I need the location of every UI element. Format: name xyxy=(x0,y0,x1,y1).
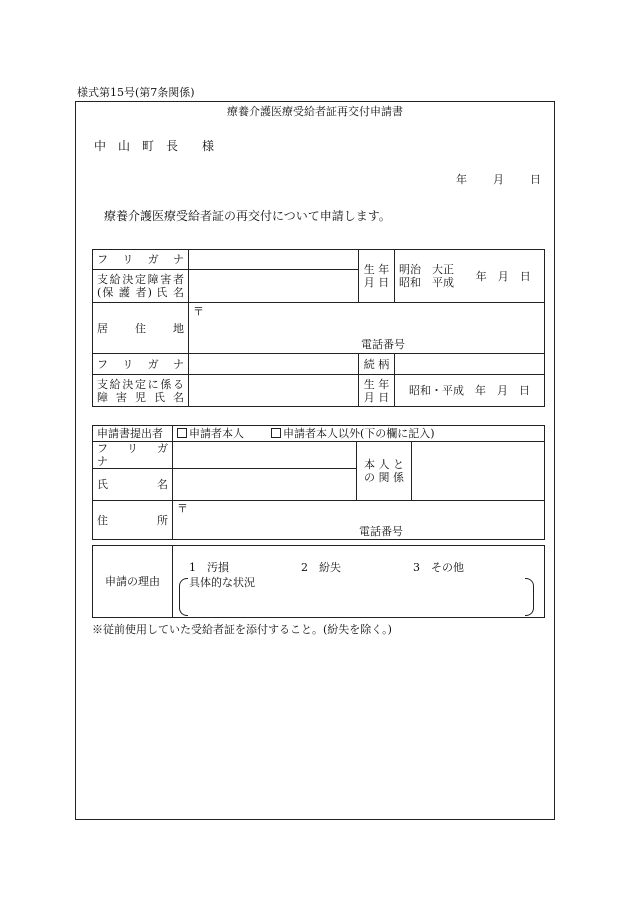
relation-to-self-field[interactable] xyxy=(412,442,545,501)
checkbox-other[interactable] xyxy=(271,428,281,438)
submitter-name-field[interactable] xyxy=(173,469,357,501)
reason-option-1[interactable]: 1 汚損 xyxy=(189,561,229,574)
submitter-postal-mark: 〒 xyxy=(177,502,188,515)
birth-label: 生 年 月 日 xyxy=(359,250,395,303)
child-name-field[interactable] xyxy=(189,375,359,407)
child-name-label: 支給決定に係る 障 害 児 氏 名 xyxy=(93,375,189,407)
birth-era[interactable]: 明治 大正 昭和 平成 xyxy=(395,250,463,303)
reason-option-3[interactable]: 3 その他 xyxy=(413,561,464,574)
child-furigana-field[interactable] xyxy=(189,354,359,375)
relation-to-self-label: 本 人 と の 関 係 xyxy=(357,442,412,501)
child-furigana-label: フ リ ガ ナ xyxy=(93,354,189,375)
date-month: 月 xyxy=(493,173,504,186)
submitter-furigana-field[interactable] xyxy=(173,442,357,469)
applicant-table xyxy=(92,249,545,407)
birth-ymd[interactable]: 年 月 日 xyxy=(463,250,545,303)
reason-table xyxy=(92,545,545,618)
detail-label: 具体的な状況 xyxy=(189,576,255,589)
option-other[interactable]: 申請者本人以外(下の欄に記入) xyxy=(271,427,435,440)
intro-text: 療養介護医療受給者証の再交付について申請します。 xyxy=(104,209,391,223)
checkbox-self[interactable] xyxy=(177,428,187,438)
submitter-address-label: 住 所 xyxy=(93,501,173,540)
guardian-name-field[interactable] xyxy=(189,270,359,303)
submitter-furigana-label: フ リ ガ ナ xyxy=(93,442,173,469)
relation-field[interactable] xyxy=(395,354,545,375)
addressee: 中 山 町 長 様 xyxy=(94,139,215,153)
relation-label: 続 柄 xyxy=(359,354,395,375)
reason-label: 申請の理由 xyxy=(93,546,173,618)
submitter-address-field[interactable] xyxy=(173,501,545,540)
detail-bracket-left xyxy=(179,578,188,616)
attachment-note: ※従前使用していた受給者証を添付すること。(紛失を除く。) xyxy=(92,623,392,636)
address-label: 居 住 地 xyxy=(93,303,189,354)
address-field[interactable] xyxy=(189,303,545,354)
detail-bracket-right xyxy=(525,578,534,616)
form-number: 様式第15号(第7条関係) xyxy=(77,86,195,99)
form-title: 療養介護医療受給者証再交付申請書 xyxy=(227,105,403,118)
phone-label: 電話番号 xyxy=(361,338,405,351)
furigana-label: フ リ ガ ナ xyxy=(93,250,189,270)
child-birth-field[interactable]: 昭和・平成 年 月 日 xyxy=(395,375,545,407)
child-birth-label: 生 年 月 日 xyxy=(359,375,395,407)
submitter-name-label: 氏 名 xyxy=(93,469,173,501)
postal-mark: 〒 xyxy=(193,305,204,318)
submitter-label: 申請書提出者 xyxy=(93,426,173,442)
submitter-table xyxy=(92,425,545,540)
submitter-phone-label: 電話番号 xyxy=(359,525,403,538)
reason-field xyxy=(173,546,545,618)
date-year: 年 xyxy=(456,173,467,186)
option-self[interactable]: 申請者本人 xyxy=(177,427,244,440)
date-line xyxy=(456,171,541,187)
furigana-field[interactable] xyxy=(189,250,359,270)
date-day: 日 xyxy=(530,173,541,186)
guardian-name-label: 支給決定障害者 (保 護 者) 氏 名 xyxy=(93,270,189,303)
submitter-options xyxy=(173,426,545,442)
reason-option-2[interactable]: 2 紛失 xyxy=(301,561,341,574)
